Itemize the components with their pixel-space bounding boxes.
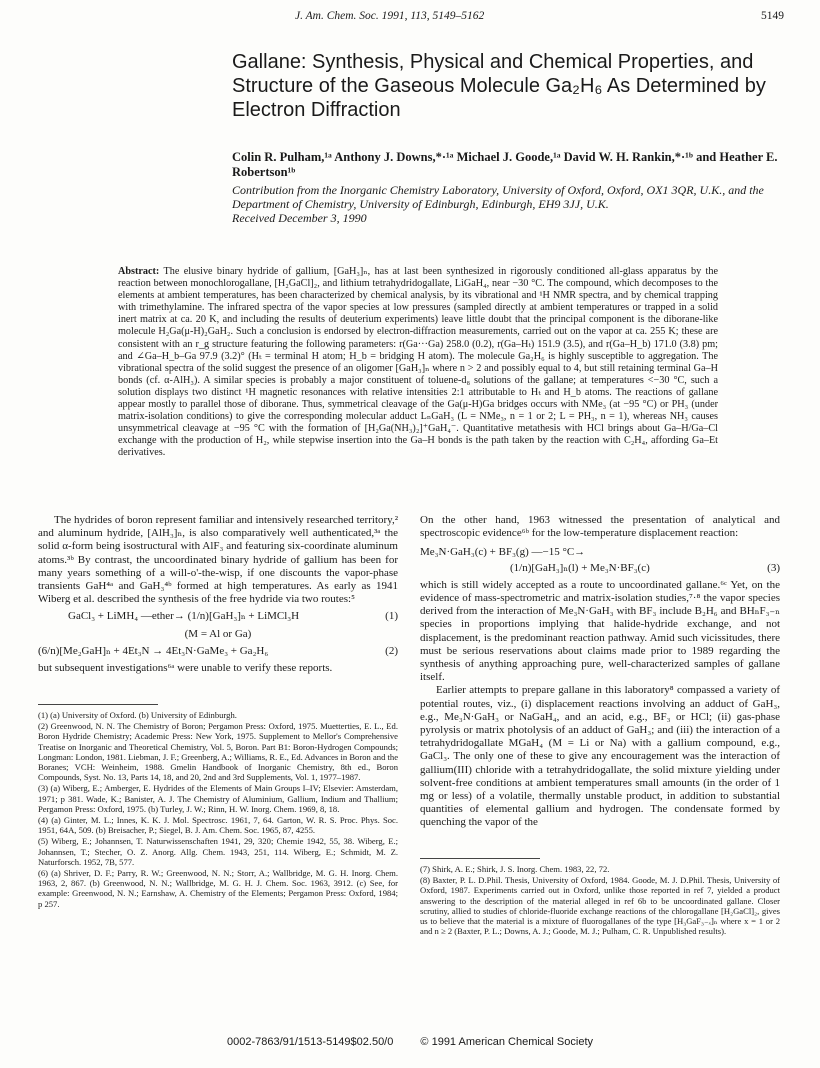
equation-text: GaCl₃ + LiMH₄ —ether→ (1/n)[GaH₃]ₙ + LiMCl₃H <box>68 610 300 623</box>
article-title: Gallane: Synthesis, Physical and Chemical Properties, and Structure of the Gaseous Molecule Ga₂H₆ As Determined by Electron Diffraction <box>232 51 766 121</box>
article-code: 0002-7863/91/1513-5149$02.50/0 <box>226 1036 394 1048</box>
abstract <box>118 266 718 460</box>
equation-number: (3) <box>767 561 780 574</box>
author-list: Colin R. Pulham,¹ᵃ Anthony J. Downs,*·¹ᵃ Michael J. Goode,¹ᵃ David W. H. Rankin,*·¹ᵇ and Heather E. Robertson¹ᵇ <box>232 150 778 179</box>
abstract-text: The elusive binary hydride of gallium, [GaH₃]ₙ, has at last been synthesized in rigorously conditioned all-glass apparatus by the reaction between monochlorogallane, [H₂GaCl]₂, and lithium tetrahydridogallate, LiGaH₄, near −30 °C. The compound, which decomposes to the elements at ambient temperatures, has been characterized by chemical analysis, by its vibrational and ¹H NMR spectra, and by chemical trapping with trimethylamine. The infrared spectra of the vapor species at low pressures (sampled directly at ambient temperatures or trapped in a solid inert matrix at ca. 20 K, and including the results of deuterium experiments) leave little doubt that the principal component is the diborane-like molecule H₂Ga(μ-H)₂GaH₂. Such a conclusion is endorsed by electron-diffraction measurements, carried out on the vapor at ca. 255 K; these are consistent with an r_g structure featuring the following parameters: r(Ga···Ga) 258.0 (0.2), r(Ga–Hₜ) 151.9 (3.5), and r(Ga–H_b) 171.0 (3.8) pm; and ∠Ga–H_b–Ga 97.9 (3.2)° (Hₜ = terminal H atom; H_b = bridging H atom). The molecule Ga₂H₆ is highly susceptible to aggregation. The vibrational spectra of the solid suggest the presence of an oligomer [GaH₃]ₙ where n > 2 and possibly equal to 4, but still retaining terminal Ga–H bonds (cf. α-AlH₃). A similar species is probably a major constituent of toluene-d₈ solutions of the gallane; at temperatures <−30 °C, such a solution displays two distinct ¹H magnetic resonances with relative intensities 2:1 attributable to Hₜ and H_b atoms. The reactions of gallane appear mostly to parallel those of diborane. Thus, symmetrical cleavage of the Ga(μ-H)Ga bridges occurs with NMe₃ (at −95 °C) or PH₃ (under matrix-isolation conditions) to give the corresponding molecular adduct LₙGaH₃ (L = NMe₃, n = 1 or 2; L = PH₃, n = 1), whereas NH₃ causes unsymmetrical cleavage at −95 °C with the formation of [H₂Ga(NH₃)₂]⁺GaH₄⁻. Quantitative metathesis with HCl brings about Ga–H/Ga–Cl exchange with the production of H₂, while stepwise insertion into the Ga–H bonds is the path taken by the reaction with C₂H₄, affording Ga–Et derivatives. <box>118 266 718 459</box>
affiliation-block <box>232 183 792 225</box>
footnotes-left <box>38 710 398 910</box>
footnote: (7) Shirk, A. E.; Shirk, J. S. Inorg. Chem. 1983, 22, 72. <box>420 864 610 874</box>
received-date: Received December 3, 1990 <box>232 211 367 225</box>
footnote: (3) (a) Wiberg, E.; Amberger, E. Hydrides of the Elements of Main Groups I–IV; Elsevier: Amsterdam, 1971; p 381. Wade, K.; Banister, A. J. The Chemistry of Aluminium, Gallium, Indium and Thallium; Pergamon Press: Oxford, 1975. (b) Turley, J. W.; Rinn, H. W. Inorg. Chem. 1969, 8, 18. <box>38 783 398 814</box>
equation-number: (1) <box>385 610 398 623</box>
equation-2 <box>38 645 398 658</box>
equation-text: (1/n)[GaH₃]ₙ(l) + Me₃N·BF₃(c) <box>510 561 650 574</box>
paragraph: Earlier attempts to prepare gallane in this laboratory⁸ compassed a variety of potential routes, viz., (i) displacement reactions involving an adduct of GaH₃, e.g., Me₃N·GaH₃ or NaGaH₄, and an acid, e.g., BF₃ or HCl; (ii) gas-phase pyrolysis or matrix photolysis of an adduct of GaH₃; and (iii) the interaction of a tetrahydridogallate MGaH₄ (M = Li or Na) with a gallium compound, e.g., GaCl₃. The only one of these to give any encouragement was the interaction of gallium(III) chloride with a tetrahydridogallate, the solid mixture yielding under solvent-free conditions at ambient temperatures small amounts (in the order of 1 mg or less) of a volatile, thermally unstable product, in addition to substantial quantities of elemental gallium and hydrogen. The condensate formed by quenching the vapor of the <box>420 684 780 829</box>
copyright: © 1991 American Chemical Society <box>420 1036 593 1048</box>
footnotes-right <box>420 864 780 937</box>
page-footer <box>0 1036 820 1048</box>
paragraph: The hydrides of boron represent familiar and intensively researched territory,² and aluminum hydride, [AlH₃]ₙ, is also comparatively well authenticated,³ᵃ the solid α-form being isostructural with AlF₃ and featuring six-coordinate aluminum atoms.³ᵇ By contrast, the uncoordinated binary hydride of gallium has been for many years something of a will-o'-the-wisp, if one discounts the vapor-phase transients GaH⁴ᵃ and GaH₃⁴ᵇ formed at high temperatures. As early as 1941 Wiberg et al. described the synthesis of the free hydride via two routes:⁵ <box>38 514 398 606</box>
equation-3-line1: Me₃N·GaH₃(c) + BF₃(g) —−15 °C→ <box>420 546 586 559</box>
footnote-divider <box>420 858 540 859</box>
footnote: (5) Wiberg, E.; Johannsen, T. Naturwissenschaften 1941, 29, 320; Chemie 1942, 55, 38. Wiberg, E.; Johannsen, T.; Stecher, O. Z. Anorg. Allg. Chem. 1943, 251, 114. Wiberg, E.; Schmidt, M. Z. Naturforsch. 1952, 7B, 577. <box>38 836 398 867</box>
affiliation: Contribution from the Inorganic Chemistry Laboratory, University of Oxford, Oxford, OX1 3QR, U.K., and the Department of Chemistry, University of Edinburgh, Edinburgh, EH9 3JJ, U.K. <box>232 183 764 211</box>
footnote: (8) Baxter, P. L. D.Phil. Thesis, University of Oxford, 1984. Goode, M. J. D.Phil. Thesis, University of Oxford, 1987. Experiments carried out in Oxford, unlike those reported in ref 7, yielded a product answering to the description of the material alleged in ref 6b to be uncoordinated gallane. Closer scrutiny, allied to studies of chloride-fluoride exchange reactions of the chlorogallane [H₂GaCl]₂, gives us to believe that the material is a mixture of fluorogallanes of the type [H₃GaF₃₋ₓ]ₙ where x = 1 or 2 and n ≥ 2 (Baxter, P. L.; Downs, A. J.; Goode, M. J.; Pulham, C. R. Unpublished results). <box>420 875 780 937</box>
equation-number: (2) <box>385 644 398 657</box>
footnote-divider <box>38 704 158 705</box>
journal-citation: J. Am. Chem. Soc. 1991, 113, 5149–5162 <box>295 10 485 22</box>
equation-1 <box>38 610 398 623</box>
paragraph: On the other hand, 1963 witnessed the presentation of analytical and spectroscopic evidence⁶ᵇ for the low-temperature displacement reaction: <box>420 514 780 540</box>
page-number: 5149 <box>761 10 784 22</box>
paragraph: which is still widely accepted as a route to uncoordinated gallane.⁶ᶜ Yet, on the evidence of mass-spectrometric and matrix-isolation studies,⁷·⁸ the vapor species derived from the interaction of Me₃N·GaH₃ with BF₃ include B₂H₆ and BHₙF₃₋ₙ species in proportions implying that halide-hydride exchange, and not displacement, is the predominant reaction pathway. Amid such vicissitudes, there must be serious reservations about claims made prior to 1989 regarding the synthesis of anything approaching pure, well-characterized samples of gallane itself. <box>420 578 780 684</box>
footnote: (1) (a) University of Oxford. (b) University of Edinburgh. <box>38 710 237 720</box>
equation-3-line2 <box>420 562 780 575</box>
abstract-label: Abstract: <box>118 266 160 277</box>
paragraph: but subsequent investigations⁶ᵃ were unable to verify these reports. <box>38 662 333 675</box>
footnote: (2) Greenwood, N. N. The Chemistry of Boron; Pergamon Press: Oxford, 1975. Muetterties, E. L., Ed. Boron Hydride Chemistry; Academic Press: New York, 1975. Supplement to Mellor's Comprehensive Treatise on Inorganic and Theoretical Chemistry, Vol. 5, Boron. Part B1: Boron-Hydrogen Compounds; Longman: London, 1981. Liebman, J. F.; Greenberg, A.; Williams, R. E., Ed. Advances in Boron and the Boranes; VCH: Weinheim, 1988. Gmelin Handbook of Inorganic Chemistry, 8th ed., Boron Compounds, Syst. No. 13, Parts 14, 18, and 20, 2nd and 3rd Supplements, Vol. 1, 1977–1987. <box>38 721 399 783</box>
equation-text: (6/n)[Me₂GaH]ₙ + 4Et₃N → 4Et₃N·GaMe₃ + Ga₂H₆ <box>38 644 269 657</box>
body-column-left <box>38 514 398 675</box>
equation-condition: (M = Al or Ga) <box>184 627 252 640</box>
footnote: (6) (a) Shriver, D. F.; Parry, R. W.; Greenwood, N. N.; Storr, A.; Wallbridge, M. G. H. Inorg. Chem. 1963, 2, 867. (b) Greenwood, N. N.; Wallbridge, M. G. H. J. Chem. Soc. 1963, 3912. (c) See, for example: Greenwood, N. N.; Earnshaw, A. Chemistry of the Elements; Pergamon Press: Oxford, 1984; p 257. <box>38 868 398 909</box>
body-column-right <box>420 514 780 830</box>
footnote: (4) (a) Ginter, M. L.; Innes, K. K. J. Mol. Spectrosc. 1961, 7, 64. Garton, W. R. S. Proc. Phys. Soc. 1951, 64A, 509. (b) Breisacher, P.; Siegel, B. J. Am. Chem. Soc. 1965, 87, 4255. <box>38 815 398 836</box>
